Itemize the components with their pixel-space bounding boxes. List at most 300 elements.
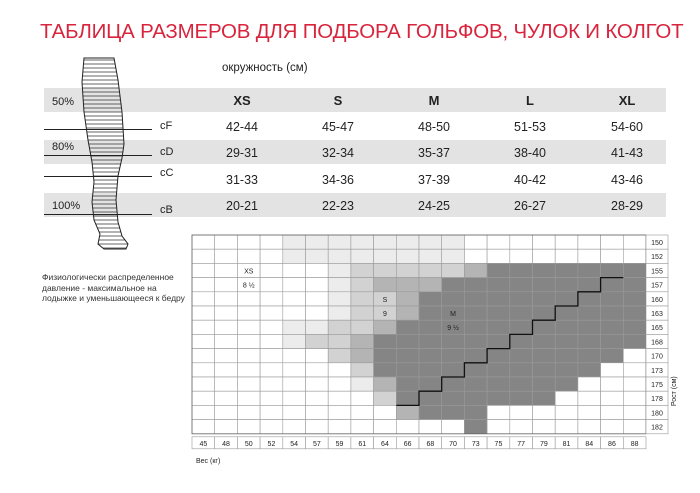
grid-cell (623, 235, 646, 249)
grid-cell (396, 391, 419, 405)
zone-number-label: 8 ½ (242, 282, 255, 290)
grid-cell (396, 292, 419, 306)
grid-cell (396, 405, 419, 419)
weight-label: 64 (381, 440, 389, 448)
grid-cell (237, 249, 260, 263)
grid-cell (578, 263, 601, 277)
grid-cell (328, 363, 351, 377)
grid-cell (260, 235, 283, 249)
grid-cell (510, 263, 533, 277)
height-label: 157 (651, 282, 663, 290)
grid-cell (487, 278, 510, 292)
grid-cell (237, 235, 260, 249)
grid-cell (578, 420, 601, 434)
grid-cell (396, 278, 419, 292)
grid-cell (555, 334, 578, 348)
grid-cell (260, 405, 283, 419)
grid-cell (328, 292, 351, 306)
grid-cell (328, 334, 351, 348)
grid-cell (601, 363, 624, 377)
grid-cell (510, 349, 533, 363)
grid-cell (533, 377, 556, 391)
grid-cell (601, 249, 624, 263)
grid-cell (260, 320, 283, 334)
grid-cell (374, 420, 397, 434)
grid-cell (374, 263, 397, 277)
grid-cell (396, 349, 419, 363)
grid-cell (237, 292, 260, 306)
size-cell: 40-42 (514, 173, 546, 187)
grid-cell (283, 363, 306, 377)
grid-cell (533, 235, 556, 249)
size-header: M (428, 93, 440, 108)
grid-cell (601, 391, 624, 405)
grid-cell (578, 306, 601, 320)
grid-cell (623, 420, 646, 434)
height-label: 170 (651, 353, 663, 361)
grid-cell (510, 363, 533, 377)
grid-cell (192, 306, 215, 320)
weight-label: 70 (449, 440, 457, 448)
grid-cell (533, 391, 556, 405)
grid-cell (192, 235, 215, 249)
height-label: 178 (651, 396, 663, 404)
grid-cell (487, 420, 510, 434)
grid-cell (374, 391, 397, 405)
grid-cell (328, 263, 351, 277)
grid-cell (533, 405, 556, 419)
grid-cell (396, 235, 419, 249)
grid-cell (623, 349, 646, 363)
grid-cell (487, 363, 510, 377)
grid-cell (623, 278, 646, 292)
grid-cell (464, 377, 487, 391)
grid-cell (623, 363, 646, 377)
grid-cell (260, 334, 283, 348)
grid-cell (237, 306, 260, 320)
grid-cell (260, 420, 283, 434)
grid-cell (464, 405, 487, 419)
grid-cell (351, 420, 374, 434)
grid-cell (510, 292, 533, 306)
grid-cell (623, 320, 646, 334)
height-axis-label: Рост (см) (671, 376, 678, 407)
grid-cell (351, 249, 374, 263)
circumference-label: cF (160, 120, 173, 132)
grid-cell (283, 278, 306, 292)
grid-cell (192, 420, 215, 434)
grid-cell (464, 306, 487, 320)
height-label: 152 (651, 254, 663, 262)
grid-cell (237, 420, 260, 434)
table-subtitle: окружность (см) (222, 62, 308, 74)
grid-cell (192, 249, 215, 263)
size-cell: 20-21 (226, 199, 258, 213)
grid-cell (601, 334, 624, 348)
grid-cell (396, 263, 419, 277)
circumference-label: cB (160, 204, 173, 216)
size-cell: 54-60 (611, 120, 643, 134)
grid-cell (260, 377, 283, 391)
grid-cell (487, 405, 510, 419)
grid-cell (419, 334, 442, 348)
size-cell: 29-31 (226, 146, 258, 160)
grid-cell (374, 235, 397, 249)
grid-cell (374, 334, 397, 348)
grid-cell (442, 334, 465, 348)
zone-size-label: S (382, 296, 388, 304)
grid-cell (623, 263, 646, 277)
weight-label: 57 (312, 440, 321, 448)
grid-cell (283, 320, 306, 334)
grid-cell (237, 391, 260, 405)
weight-label: 88 (630, 440, 639, 448)
grid-cell (510, 405, 533, 419)
size-cell: 38-40 (514, 146, 546, 160)
grid-cell (623, 249, 646, 263)
grid-cell (374, 363, 397, 377)
grid-cell (419, 292, 442, 306)
grid-cell (533, 278, 556, 292)
height-label: 150 (651, 240, 663, 247)
grid-cell (237, 349, 260, 363)
grid-cell (306, 377, 329, 391)
grid-cell (464, 363, 487, 377)
grid-cell (215, 405, 238, 419)
grid-cell (578, 377, 601, 391)
grid-cell (283, 391, 306, 405)
grid-cell (192, 377, 215, 391)
grid-cell (419, 363, 442, 377)
grid-cell (510, 235, 533, 249)
grid-cell (487, 235, 510, 249)
grid-cell (192, 263, 215, 277)
grid-cell (442, 405, 465, 419)
grid-cell (578, 278, 601, 292)
weight-axis-label: Вес (кг) (196, 457, 221, 465)
grid-cell (306, 405, 329, 419)
zone-number-label: 9 (382, 311, 387, 318)
grid-cell (419, 306, 442, 320)
grid-cell (283, 405, 306, 419)
size-header: XS (233, 93, 251, 108)
grid-cell (283, 420, 306, 434)
grid-cell (260, 391, 283, 405)
grid-cell (419, 235, 442, 249)
weight-label: 73 (471, 440, 480, 448)
grid-cell (283, 334, 306, 348)
zone-size-label: XS (244, 268, 254, 276)
grid-cell (328, 278, 351, 292)
grid-cell (623, 377, 646, 391)
size-cell: 32-34 (322, 146, 354, 160)
weight-label: 68 (426, 440, 435, 448)
grid-cell (396, 363, 419, 377)
height-label: 155 (651, 268, 663, 276)
grid-cell (306, 334, 329, 348)
grid-cell (442, 420, 465, 434)
grid-cell (260, 263, 283, 277)
size-cell: 37-39 (418, 173, 450, 187)
size-cell: 41-43 (611, 146, 643, 160)
grid-cell (328, 420, 351, 434)
grid-cell (623, 391, 646, 405)
grid-cell (260, 278, 283, 292)
grid-cell (464, 349, 487, 363)
weight-label: 45 (199, 440, 208, 448)
weight-label: 75 (494, 440, 503, 448)
grid-cell (215, 349, 238, 363)
grid-cell (419, 377, 442, 391)
grid-cell (555, 249, 578, 263)
grid-cell (192, 292, 215, 306)
circumference-label: cD (160, 146, 174, 158)
grid-cell (215, 306, 238, 320)
grid-cell (555, 320, 578, 334)
grid-cell (555, 420, 578, 434)
grid-cell (623, 292, 646, 306)
grid-cell (328, 249, 351, 263)
grid-cell (510, 306, 533, 320)
grid-cell (351, 306, 374, 320)
grid-cell (192, 391, 215, 405)
grid-cell (351, 377, 374, 391)
grid-cell (510, 420, 533, 434)
grid-cell (260, 363, 283, 377)
grid-cell (260, 349, 283, 363)
grid-cell (328, 405, 351, 419)
grid-cell (487, 292, 510, 306)
grid-cell (533, 306, 556, 320)
grid-cell (306, 263, 329, 277)
grid-cell (464, 334, 487, 348)
grid-cell (351, 391, 374, 405)
grid-cell (510, 334, 533, 348)
weight-label: 79 (539, 440, 548, 448)
grid-cell (215, 292, 238, 306)
grid-cell (374, 278, 397, 292)
height-label: 163 (651, 311, 663, 318)
grid-cell (192, 363, 215, 377)
grid-cell (464, 320, 487, 334)
grid-cell (487, 391, 510, 405)
grid-cell (533, 420, 556, 434)
grid-cell (442, 391, 465, 405)
grid-cell (419, 349, 442, 363)
grid-cell (306, 420, 329, 434)
weight-label: 66 (403, 440, 412, 448)
grid-cell (442, 292, 465, 306)
grid-cell (533, 349, 556, 363)
grid-cell (260, 292, 283, 306)
grid-cell (260, 306, 283, 320)
grid-cell (623, 334, 646, 348)
grid-cell (351, 363, 374, 377)
grid-cell (419, 263, 442, 277)
grid-cell (533, 249, 556, 263)
grid-cell (237, 405, 260, 419)
size-cell: 28-29 (611, 199, 643, 213)
height-label: 175 (651, 382, 663, 389)
grid-cell (487, 263, 510, 277)
size-cell: 43-46 (611, 173, 643, 187)
grid-cell (192, 278, 215, 292)
grid-cell (578, 391, 601, 405)
grid-cell (623, 306, 646, 320)
grid-cell (555, 292, 578, 306)
grid-cell (328, 235, 351, 249)
grid-cell (601, 320, 624, 334)
size-header: L (526, 93, 534, 108)
grid-cell (396, 420, 419, 434)
grid-cell (328, 391, 351, 405)
grid-cell (464, 420, 487, 434)
grid-cell (374, 249, 397, 263)
grid-cell (215, 334, 238, 348)
grid-cell (555, 363, 578, 377)
size-cell: 31-33 (226, 173, 258, 187)
grid-cell (555, 278, 578, 292)
grid-cell (215, 278, 238, 292)
grid-cell (533, 334, 556, 348)
weight-label: 84 (585, 440, 594, 448)
zone-size-label: M (450, 311, 456, 318)
grid-cell (283, 349, 306, 363)
grid-cell (306, 249, 329, 263)
grid-cell (419, 405, 442, 419)
percent-label: 50% (52, 96, 75, 108)
grid-cell (283, 377, 306, 391)
weight-label: 48 (222, 440, 230, 448)
grid-cell (578, 349, 601, 363)
grid-cell (374, 405, 397, 419)
grid-cell (601, 292, 624, 306)
page-title: ТАБЛИЦА РАЗМЕРОВ ДЛЯ ПОДБОРА ГОЛЬФОВ, ЧУЛОК И КОЛГОТ (40, 20, 684, 43)
grid-cell (306, 363, 329, 377)
weight-label: 61 (358, 440, 367, 448)
percent-label: 100% (52, 200, 81, 212)
grid-cell (442, 263, 465, 277)
grid-cell (555, 405, 578, 419)
grid-cell (215, 420, 238, 434)
grid-cell (442, 363, 465, 377)
grid-cell (192, 334, 215, 348)
grid-cell (578, 292, 601, 306)
grid-cell (237, 377, 260, 391)
grid-cell (555, 349, 578, 363)
height-label: 160 (651, 296, 663, 304)
grid-cell (374, 349, 397, 363)
weight-label: 50 (244, 440, 253, 448)
grid-cell (487, 249, 510, 263)
grid-cell (351, 349, 374, 363)
grid-cell (283, 249, 306, 263)
size-header: S (333, 93, 343, 108)
grid-cell (601, 405, 624, 419)
size-cell: 48-50 (418, 120, 450, 134)
grid-cell (260, 249, 283, 263)
grid-cell (306, 292, 329, 306)
grid-cell (510, 320, 533, 334)
grid-cell (237, 320, 260, 334)
grid-cell (601, 377, 624, 391)
grid-cell (351, 263, 374, 277)
grid-cell (601, 306, 624, 320)
grid-cell (601, 235, 624, 249)
grid-cell (351, 292, 374, 306)
grid-cell (351, 235, 374, 249)
grid-cell (601, 349, 624, 363)
grid-cell (464, 249, 487, 263)
zone-number-label: 9 ½ (447, 325, 459, 333)
grid-cell (306, 391, 329, 405)
height-label: 168 (651, 339, 663, 347)
grid-cell (351, 278, 374, 292)
grid-cell (306, 235, 329, 249)
grid-cell (442, 278, 465, 292)
grid-cell (192, 405, 215, 419)
grid-cell (555, 263, 578, 277)
grid-cell (237, 363, 260, 377)
grid-cell (351, 334, 374, 348)
grid-cell (306, 349, 329, 363)
grid-cell (192, 349, 215, 363)
grid-cell (510, 278, 533, 292)
grid-cell (396, 306, 419, 320)
weight-label: 54 (290, 440, 299, 448)
grid-cell (533, 320, 556, 334)
grid-cell (487, 320, 510, 334)
height-label: 173 (651, 367, 663, 375)
size-cell: 35-37 (418, 146, 450, 160)
grid-cell (533, 292, 556, 306)
grid-cell (215, 391, 238, 405)
grid-cell (464, 391, 487, 405)
size-header: XL (618, 93, 636, 108)
grid-cell (555, 391, 578, 405)
grid-cell (351, 320, 374, 334)
grid-cell (442, 349, 465, 363)
grid-cell (555, 377, 578, 391)
grid-cell (396, 249, 419, 263)
height-label: 180 (651, 410, 663, 418)
grid-cell (215, 377, 238, 391)
grid-cell (237, 334, 260, 348)
weight-label: 59 (335, 440, 344, 448)
grid-cell (283, 292, 306, 306)
grid-cell (578, 235, 601, 249)
grid-cell (374, 320, 397, 334)
grid-cell (396, 320, 419, 334)
grid-cell (283, 306, 306, 320)
grid-cell (215, 263, 238, 277)
grid-cell (601, 420, 624, 434)
grid-cell (578, 405, 601, 419)
grid-cell (510, 377, 533, 391)
grid-cell (215, 363, 238, 377)
grid-cell (464, 263, 487, 277)
grid-cell (328, 306, 351, 320)
grid-cell (215, 249, 238, 263)
grid-cell (487, 377, 510, 391)
grid-cell (510, 249, 533, 263)
height-label: 182 (651, 424, 663, 432)
grid-cell (328, 349, 351, 363)
grid-cell (487, 306, 510, 320)
grid-cell (533, 263, 556, 277)
size-cell: 24-25 (418, 199, 450, 213)
grid-cell (464, 235, 487, 249)
